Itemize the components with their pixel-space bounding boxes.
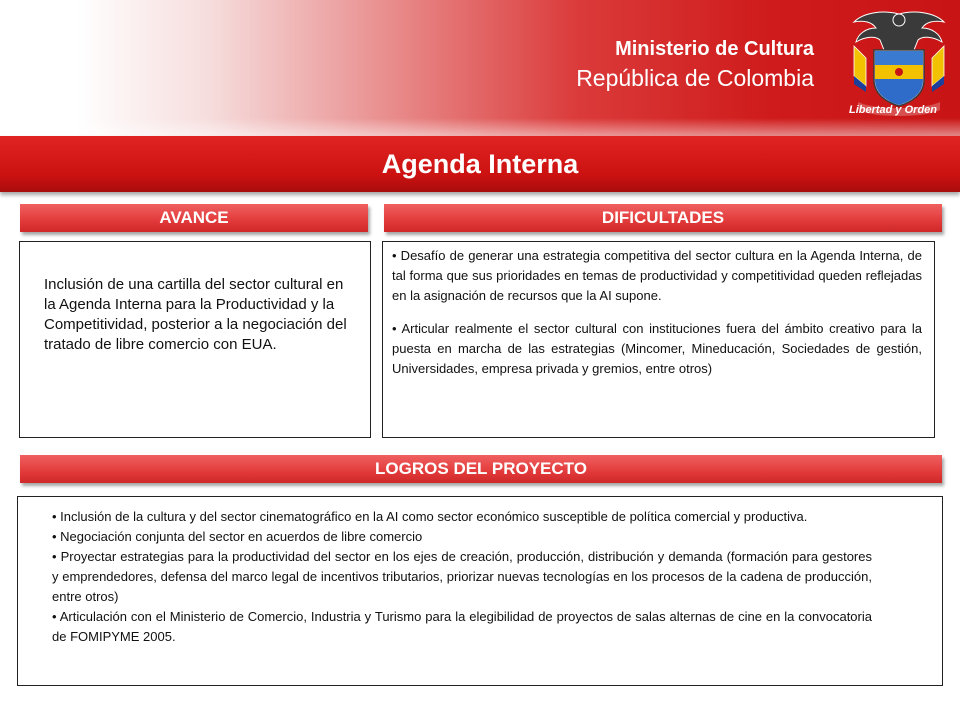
ministry-block: [576, 36, 814, 94]
avance-box: [19, 241, 371, 438]
logros-item: • Inclusión de la cultura y del sector cinematográfico en la AI como sector económico susceptible de política comercial y productiva.: [52, 509, 808, 524]
logros-item: • Articulación con el Ministerio de Comercio, Industria y Turismo para la elegibilidad de proyectos de salas alternas de cine en la convocatoria de FOMIPYME 2005.: [52, 609, 872, 644]
logros-item: • Proyectar estrategias para la productividad del sector en los ejes de creación, producción, distribución y demanda (formación para gestores y emprendedores, defensa del marco legal de incentivos tributarios, priorizar nuevas tecnologías en los procesos de la cadena de producción, entre otros): [52, 549, 872, 604]
ministry-name: Ministerio de Cultura: [615, 38, 814, 60]
logros-item: • Negociación conjunta del sector en acuerdos de libre comercio: [52, 529, 423, 544]
motto-text: Libertad y Orden: [848, 104, 938, 116]
country-name: República de Colombia: [576, 65, 814, 91]
section-header-avance: AVANCE: [20, 204, 368, 232]
avance-text: Inclusión de una cartilla del sector cultural en la Agenda Interna para la Productividad y la Competitividad, posterior a la negociación del tratado de libre comercio con EUA.: [44, 276, 347, 353]
dificultades-list: [392, 246, 922, 392]
title-bar: [0, 136, 960, 192]
dificultades-item: • Articular realmente el sector cultural con instituciones fuera del ámbito creativo para la puesta en marcha de las estrategias (Mincomer, Mineducación, Sociedades de gestión, Universidades, empresa privada y gremios, entre otros): [392, 321, 922, 376]
logros-box: [17, 496, 943, 686]
logros-list: [52, 507, 872, 647]
section-header-logros: LOGROS DEL PROYECTO: [20, 455, 942, 483]
dificultades-box: [382, 241, 935, 438]
dificultades-item: • Desafío de generar una estrategia competitiva del sector cultura en la Agenda Interna, de tal forma que sus prioridades en temas de productividad y competitividad queden reflejadas en la asignación de recursos que la AI supone.: [392, 248, 922, 303]
page-title: Agenda Interna: [381, 149, 579, 179]
header-shade: [0, 118, 960, 138]
section-header-dificultades: DIFICULTADES: [384, 204, 942, 232]
